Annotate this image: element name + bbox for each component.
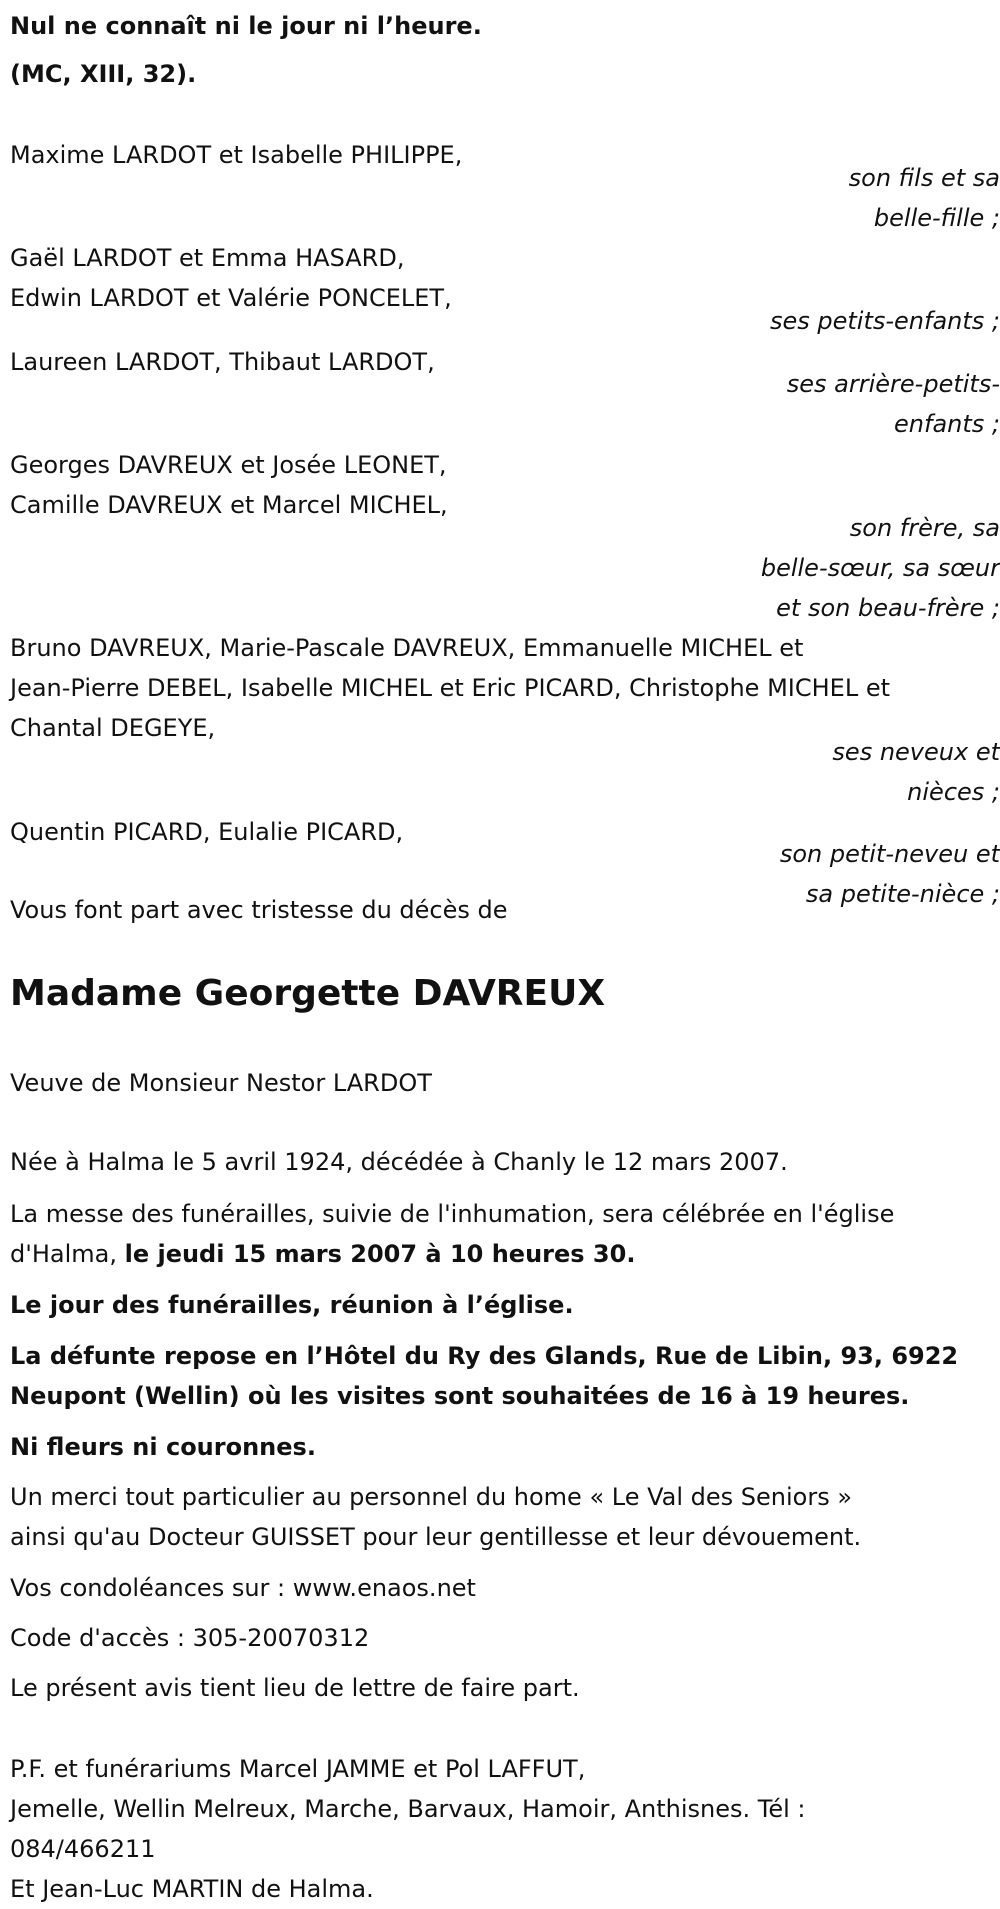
- family-names: Chantal DEGEYE,: [10, 714, 216, 742]
- verse-reference: (MC, XIII, 32).: [10, 60, 197, 88]
- mass-date: le jeudi 15 mars 2007 à 10 heures 30.: [124, 1240, 636, 1268]
- widow-of: Veuve de Monsieur Nestor LARDOT: [10, 1069, 432, 1097]
- verse-line-1: Nul ne connaît ni le jour ni l’heure.: [10, 12, 482, 40]
- family-names: Gaël LARDOT et Emma HASARD,: [10, 244, 405, 272]
- funeral-home-line-2: Jemelle, Wellin Melreux, Marche, Barvaux, Hamoir, Anthisnes. Tél :: [10, 1795, 806, 1823]
- family-names: Camille DAVREUX et Marcel MICHEL,: [10, 491, 448, 519]
- funeral-home-line-1: P.F. et funérariums Marcel JAMME et Pol LAFFUT,: [10, 1755, 586, 1783]
- family-relation: ses arrière-petits- enfants ;: [786, 370, 1000, 438]
- family-relation: ses neveux et nièces ;: [832, 738, 1000, 806]
- funeral-home-line-4: Et Jean-Luc MARTIN de Halma.: [10, 1875, 374, 1903]
- family-names: Jean-Pierre DEBEL, Isabelle MICHEL et Eric PICARD, Christophe MICHEL et: [10, 674, 890, 702]
- announcement-text: Vous font part avec tristesse du décès de: [10, 896, 508, 924]
- family-names: Edwin LARDOT et Valérie PONCELET,: [10, 284, 452, 312]
- thanks-line-2: ainsi qu'au Docteur GUISSET pour leur gentillesse et leur dévouement.: [10, 1523, 862, 1551]
- thanks-line-1: Un merci tout particulier au personnel du home « Le Val des Seniors »: [10, 1483, 853, 1511]
- family-names: Maxime LARDOT et Isabelle PHILIPPE,: [10, 141, 463, 169]
- family-names: Georges DAVREUX et Josée LEONET,: [10, 451, 447, 479]
- family-relation: ses petits-enfants ;: [769, 307, 1000, 335]
- mass-line-1: La messe des funérailles, suivie de l'inhumation, sera célébrée en l'église: [10, 1200, 895, 1228]
- rest-line-2: Neupont (Wellin) où les visites sont souhaitées de 16 à 19 heures.: [10, 1382, 910, 1410]
- family-names: Bruno DAVREUX, Marie-Pascale DAVREUX, Emmanuelle MICHEL et: [10, 634, 804, 662]
- family-names: Quentin PICARD, Eulalie PICARD,: [10, 818, 404, 846]
- birth-death-dates: Née à Halma le 5 avril 1924, décédée à Chanly le 12 mars 2007.: [10, 1148, 788, 1176]
- family-relation: son petit-neveu et sa petite-nièce ;: [779, 840, 1000, 908]
- family-relation: son frère, sa belle-sœur, sa sœur et son beau-frère ;: [760, 514, 1000, 622]
- meeting-notice: Le jour des funérailles, réunion à l’église.: [10, 1291, 574, 1319]
- family-relation: son fils et sa belle-fille ;: [848, 164, 1000, 232]
- access-code: Code d'accès : 305-20070312: [10, 1624, 370, 1652]
- deceased-name: Madame Georgette DAVREUX: [10, 973, 606, 1014]
- mass-line-2: d'Halma, le jeudi 15 mars 2007 à 10 heures 30.: [10, 1240, 636, 1268]
- funeral-home-phone: 084/466211: [10, 1835, 156, 1863]
- rest-line-1: La défunte repose en l’Hôtel du Ry des Glands, Rue de Libin, 93, 6922: [10, 1342, 959, 1370]
- notice-text: Le présent avis tient lieu de lettre de faire part.: [10, 1674, 580, 1702]
- family-names: Laureen LARDOT, Thibaut LARDOT,: [10, 348, 435, 376]
- flowers-notice: Ni fleurs ni couronnes.: [10, 1433, 316, 1461]
- condolences-link: Vos condoléances sur : www.enaos.net: [10, 1574, 476, 1602]
